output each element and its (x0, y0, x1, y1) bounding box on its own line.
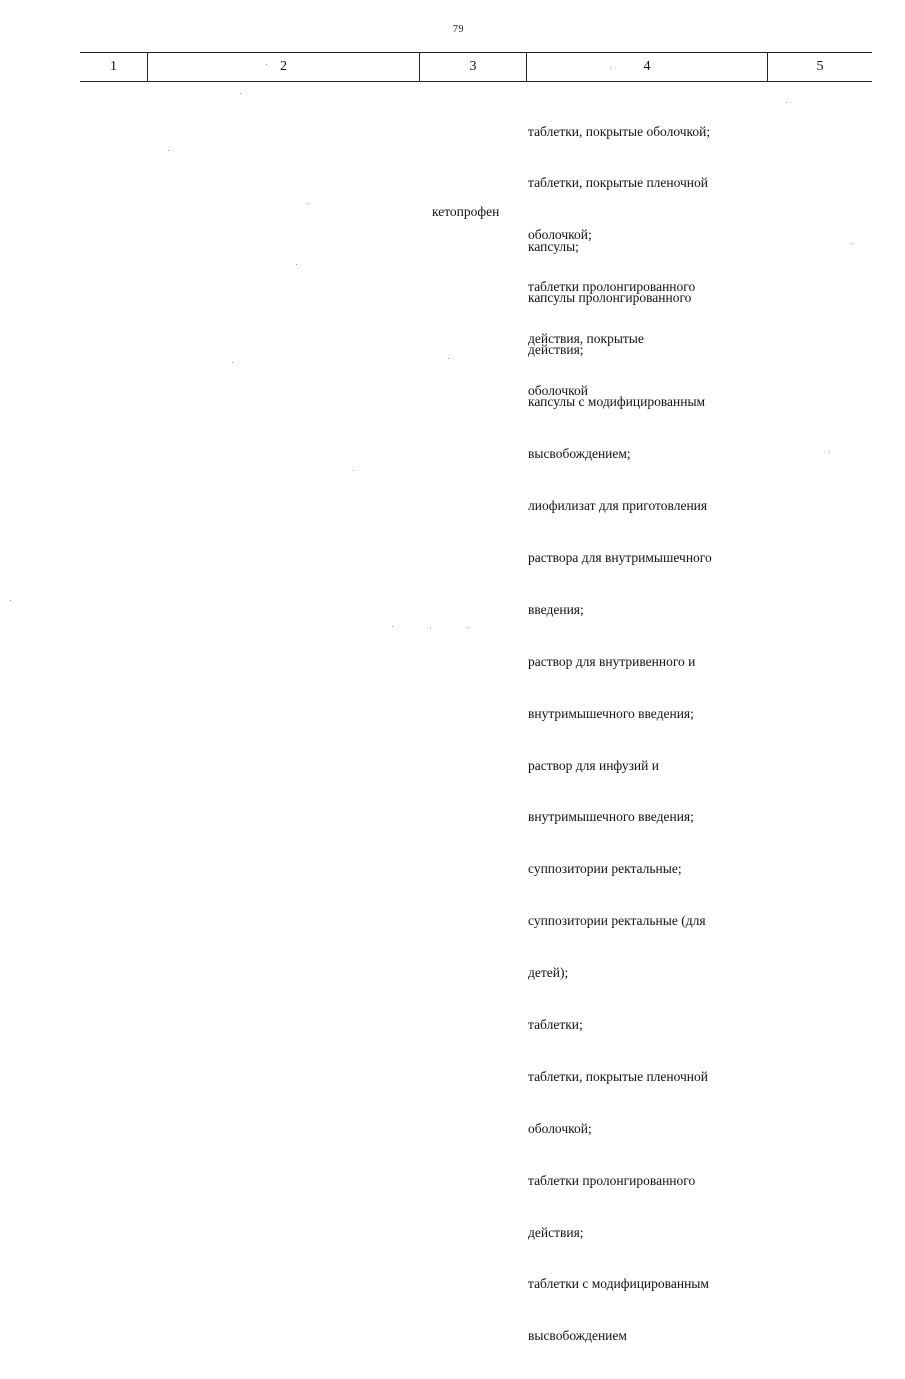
scan-speck (307, 203, 308, 204)
scan-speck (10, 600, 11, 601)
scan-speck (232, 362, 233, 363)
scan-speck (430, 628, 431, 629)
scan-speck (296, 264, 297, 265)
dosage-form-line: таблетки, покрытые пленочной (528, 175, 709, 191)
column-header-5: 5 (816, 59, 824, 74)
dosage-form-line: капсулы; (528, 238, 579, 254)
dosage-form-line: раствор для инфузий и (528, 757, 659, 773)
dosage-form-line: капсулы с модифицированным (528, 394, 706, 410)
dosage-form-line: таблетки пролонгированного (528, 1172, 696, 1188)
dosage-form-line: внутримышечного введения; (528, 705, 694, 721)
dosage-form-line: оболочкой; (528, 1120, 592, 1136)
dosage-form-line: детей); (528, 965, 569, 981)
dosage-form-line: таблетки; (528, 1016, 583, 1032)
dosage-form-line: таблетки, покрытые оболочкой; (528, 123, 711, 139)
scan-speck (448, 358, 449, 359)
column-header-4: 4 (643, 59, 651, 74)
scan-speck (240, 93, 241, 94)
scan-speck (392, 626, 393, 627)
dosage-form-line: высвобождением; (528, 446, 631, 462)
column-header-2: 2 (280, 59, 287, 74)
dosage-form-line: таблетки с модифицированным (528, 1276, 709, 1292)
dosage-form-line: суппозитории ректальные; (528, 861, 682, 877)
scan-speck (266, 64, 267, 65)
dosage-form-line: высвобождением (528, 1328, 627, 1344)
dosage-form-line: таблетки, покрытые пленочной (528, 1068, 709, 1084)
dosage-form-line: действия; (528, 342, 584, 358)
column-header-3: 3 (469, 59, 477, 74)
drug-name: кетопрофен (432, 204, 500, 219)
scan-speck (353, 470, 354, 471)
dosage-form-line: суппозитории ректальные (для (528, 913, 706, 929)
scan-speck (851, 243, 852, 244)
scan-speck (168, 150, 169, 151)
dosage-form-line: оболочкой (528, 383, 588, 399)
dosage-form-line: таблетки пролонгированного (528, 279, 696, 295)
column-header-1: 1 (110, 59, 117, 74)
table-header (80, 52, 872, 82)
scan-speck (468, 627, 469, 628)
dosage-forms (528, 203, 712, 1379)
dosage-form-line: действия; (528, 1224, 584, 1240)
dosage-form-line: раствор для внутривенного и (528, 653, 696, 669)
scan-speck (786, 102, 787, 103)
scan-speck (610, 67, 611, 68)
dosage-form-line: действия, покрытые (528, 331, 644, 347)
dosage-form-line: капсулы пролонгированного (528, 290, 692, 306)
scan-speck (829, 451, 830, 452)
dosage-form-line: введения; (528, 601, 584, 617)
dosage-form-line: оболочкой; (528, 227, 592, 243)
dosage-form-line: внутримышечного введения; (528, 809, 694, 825)
page-number: 79 (453, 24, 464, 35)
dosage-form-line: раствора для внутримышечного (528, 549, 712, 565)
dosage-form-line: лиофилизат для приготовления (528, 498, 708, 514)
